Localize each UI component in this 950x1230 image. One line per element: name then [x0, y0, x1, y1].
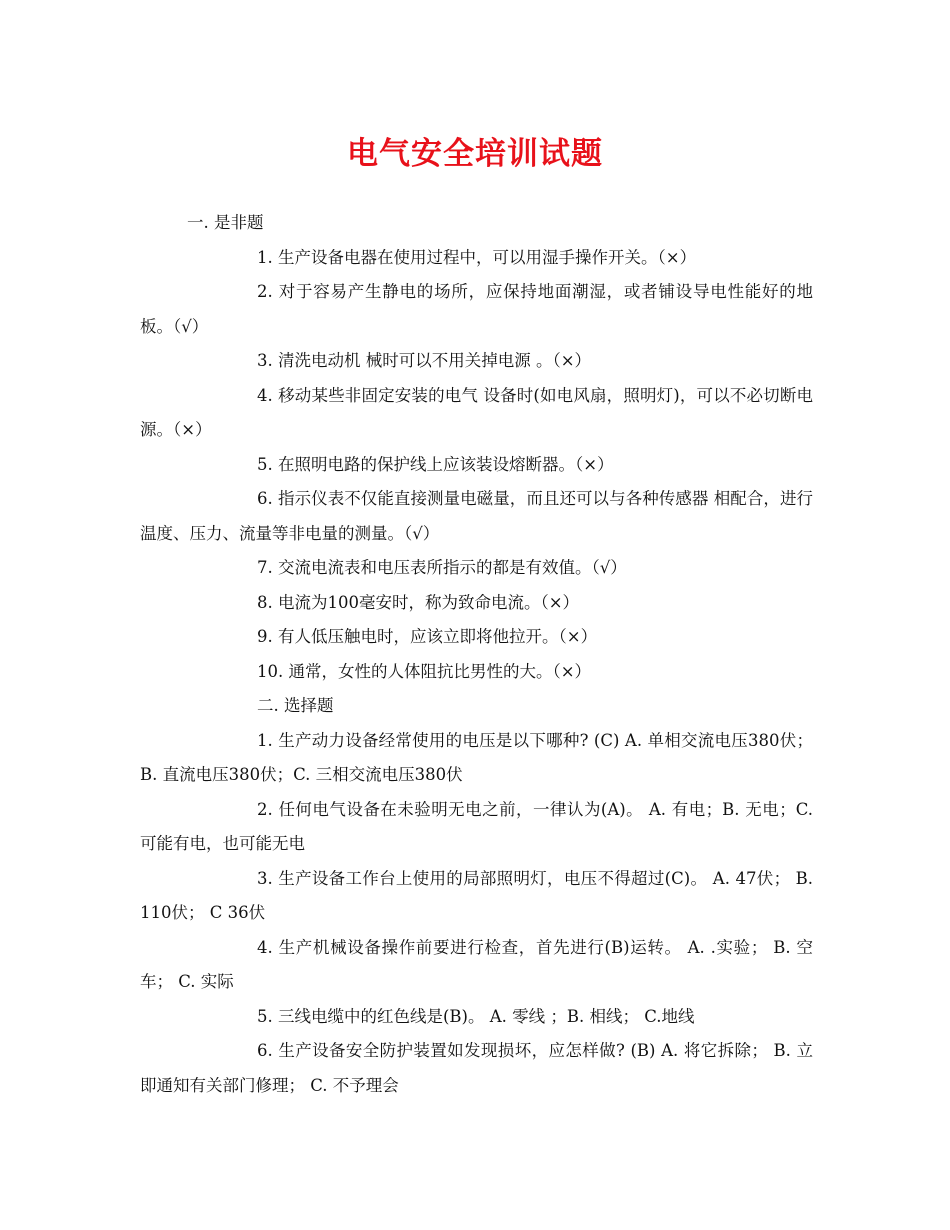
document-body [140, 206, 813, 1103]
question-item: 5. 在照明电路的保护线上应该装设熔断器。（×） [257, 454, 614, 474]
choice-question-item: 4. 生产机械设备操作前要进行检查，首先进行(B)运转。 A. .实验； B. 空车； C. 实际 [140, 937, 813, 991]
choice-question-item: 5. 三线电缆中的红色线是(B)。 A. 零线 ；B. 相线； C.地线 [257, 1006, 695, 1026]
question-item: 2. 对于容易产生静电的场所，应保持地面潮湿，或者铺设导电性能好的地板。（√） [140, 282, 813, 336]
question-item: 6. 指示仪表不仅能直接测量电磁量，而且还可以与各种传感器 相配合，进行温度、压力、流量等非电量的测量。（√） [140, 489, 813, 543]
question-item: 3. 清洗电动机 械时可以不用关掉电源 。（×） [257, 351, 592, 370]
question-item: 9. 有人低压触电时，应该立即将他拉开。（×） [257, 627, 598, 646]
document-title: 电气安全培训试题 [347, 136, 603, 172]
choice-question-item: 2. 任何电气设备在未验明无电之前，一律认为(A)。 A. 有电；B. 无电；C. 可能有电，也可能无电 [140, 799, 813, 853]
question-item: 1. 生产设备电器在使用过程中，可以用湿手操作开关。（×） [257, 247, 697, 267]
question-item: 10. 通常，女性的人体阻抗比男性的大。（×） [257, 661, 592, 681]
question-item: 4. 移动某些非固定安装的电气 设备时(如电风扇，照明灯)，可以不必切断电源。（×） [140, 385, 813, 439]
question-item: 7. 交流电流表和电压表所指示的都是有效值。（√） [257, 558, 627, 577]
question-item: 8. 电流为100毫安时，称为致命电流。（×） [257, 592, 580, 612]
section-heading-multiple-choice: 二. 选择题 [257, 696, 334, 715]
choice-question-item: 1. 生产动力设备经常使用的电压是以下哪种? (C) A. 单相交流电压380伏；B. 直流电压380伏；C. 三相交流电压380伏 [140, 730, 813, 784]
choice-question-item: 6. 生产设备安全防护装置如发现损坏，应怎样做? (B) A. 将它拆除； B. 立即通知有关部门修理； C. 不予理会 [140, 1041, 813, 1095]
choice-question-item: 3. 生产设备工作台上使用的局部照明灯，电压不得超过(C)。 A. 47伏； B. 110伏； C 36伏 [140, 868, 813, 922]
section-heading-true-false: 一. 是非题 [187, 213, 264, 232]
